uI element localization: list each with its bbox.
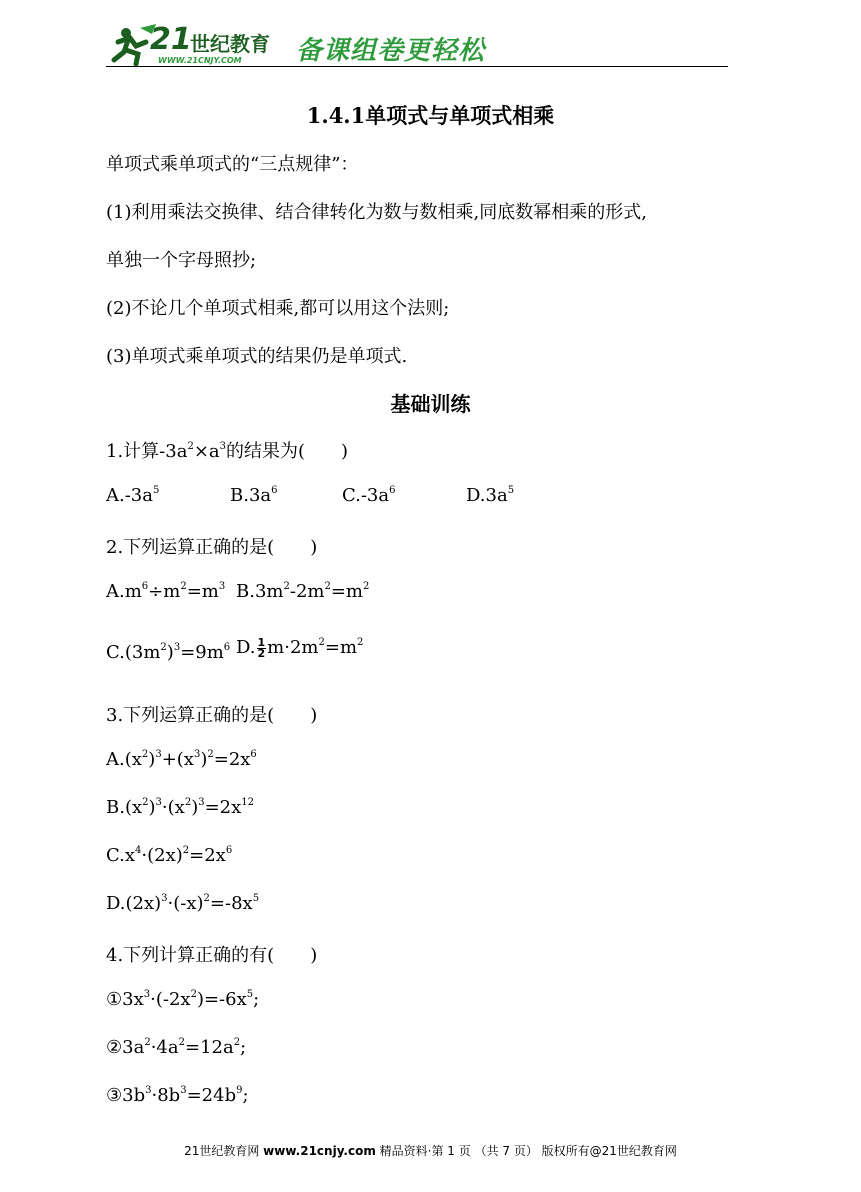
q1-option-a: $A.-3a^5$: [106, 485, 160, 506]
intro-rule-1a: (1)利用乘法交换律、结合律转化为数与数相乘,同底数幂相乘的形式,: [106, 202, 647, 223]
question-1: 1.计算$-3a^2\times a^3$的结果为( ): [106, 441, 349, 462]
q3-option-c: $C.x^4\cdot(2x)^2=2x^6$: [106, 845, 233, 866]
footer-url[interactable]: www.21cnjy.com: [263, 1144, 376, 1158]
header-logo: [106, 20, 526, 70]
q2-option-d: D. $\frac{1}{2}$ $m\cdot 2m^2=m^2$: [236, 635, 364, 660]
q3-option-d: $D.(2x)^3\cdot(-x)^2=-8x^5$: [106, 893, 260, 914]
intro-rule-3: (3)单项式乘单项式的结果仍是单项式.: [106, 346, 408, 367]
intro-rule-1b: 单独一个字母照抄;: [106, 250, 257, 271]
page-footer: [0, 1142, 861, 1159]
logo-number: 21: [150, 22, 192, 57]
q2-option-c: $C.(3m^2)^3=9m^6$: [106, 642, 231, 663]
q1-option-d: $D.3a^5$: [466, 485, 515, 506]
q3-option-a: $A.(x^2)^3+(x^3)^2=2x^6$: [106, 749, 257, 770]
q4-item-3: $③3b^3\cdot 8b^3=24b^9$;: [106, 1085, 249, 1106]
footer-site: 21世纪教育网: [184, 1144, 260, 1158]
fraction-half: $\frac{1}{2}$: [257, 635, 266, 660]
header-slogan: 备课组卷更轻松: [296, 36, 486, 66]
question-3: 3.下列运算正确的是( ): [106, 705, 318, 726]
logo-name: 世纪教育: [190, 32, 270, 56]
section-title: 基础训练: [390, 392, 471, 416]
intro-rule-2: (2)不论几个单项式相乘,都可以用这个法则;: [106, 298, 450, 319]
logo-url: WWW.21CNJY.COM: [158, 56, 242, 65]
q2-option-a: $A.m^6\div m^2=m^3$: [106, 581, 226, 602]
header-rule: [106, 66, 728, 67]
intro-lead: 单项式乘单项式的“三点规律”：: [106, 154, 359, 175]
question-4: 4.下列计算正确的有( ): [106, 945, 318, 966]
footer-page-info: 精品资料·第 1 页 （共 7 页） 版权所有@21世纪教育网: [379, 1144, 677, 1158]
q3-option-b: $B.(x^2)^3\cdot(x^2)^3=2x^{12}$: [106, 797, 255, 818]
q2-option-b: $B.3m^2-2m^2=m^2$: [236, 581, 370, 602]
q4-item-1: $①3x^3\cdot(-2x^2)=-6x^5$;: [106, 989, 260, 1010]
q1-option-b: $B.3a^6$: [230, 485, 278, 506]
page-title: 1.4.1单项式与单项式相乘: [306, 103, 555, 128]
question-2: 2.下列运算正确的是( ): [106, 537, 318, 558]
q1-option-c: $C.-3a^6$: [342, 485, 396, 506]
q4-item-2: $②3a^2\cdot 4a^2=12a^2$;: [106, 1037, 247, 1058]
